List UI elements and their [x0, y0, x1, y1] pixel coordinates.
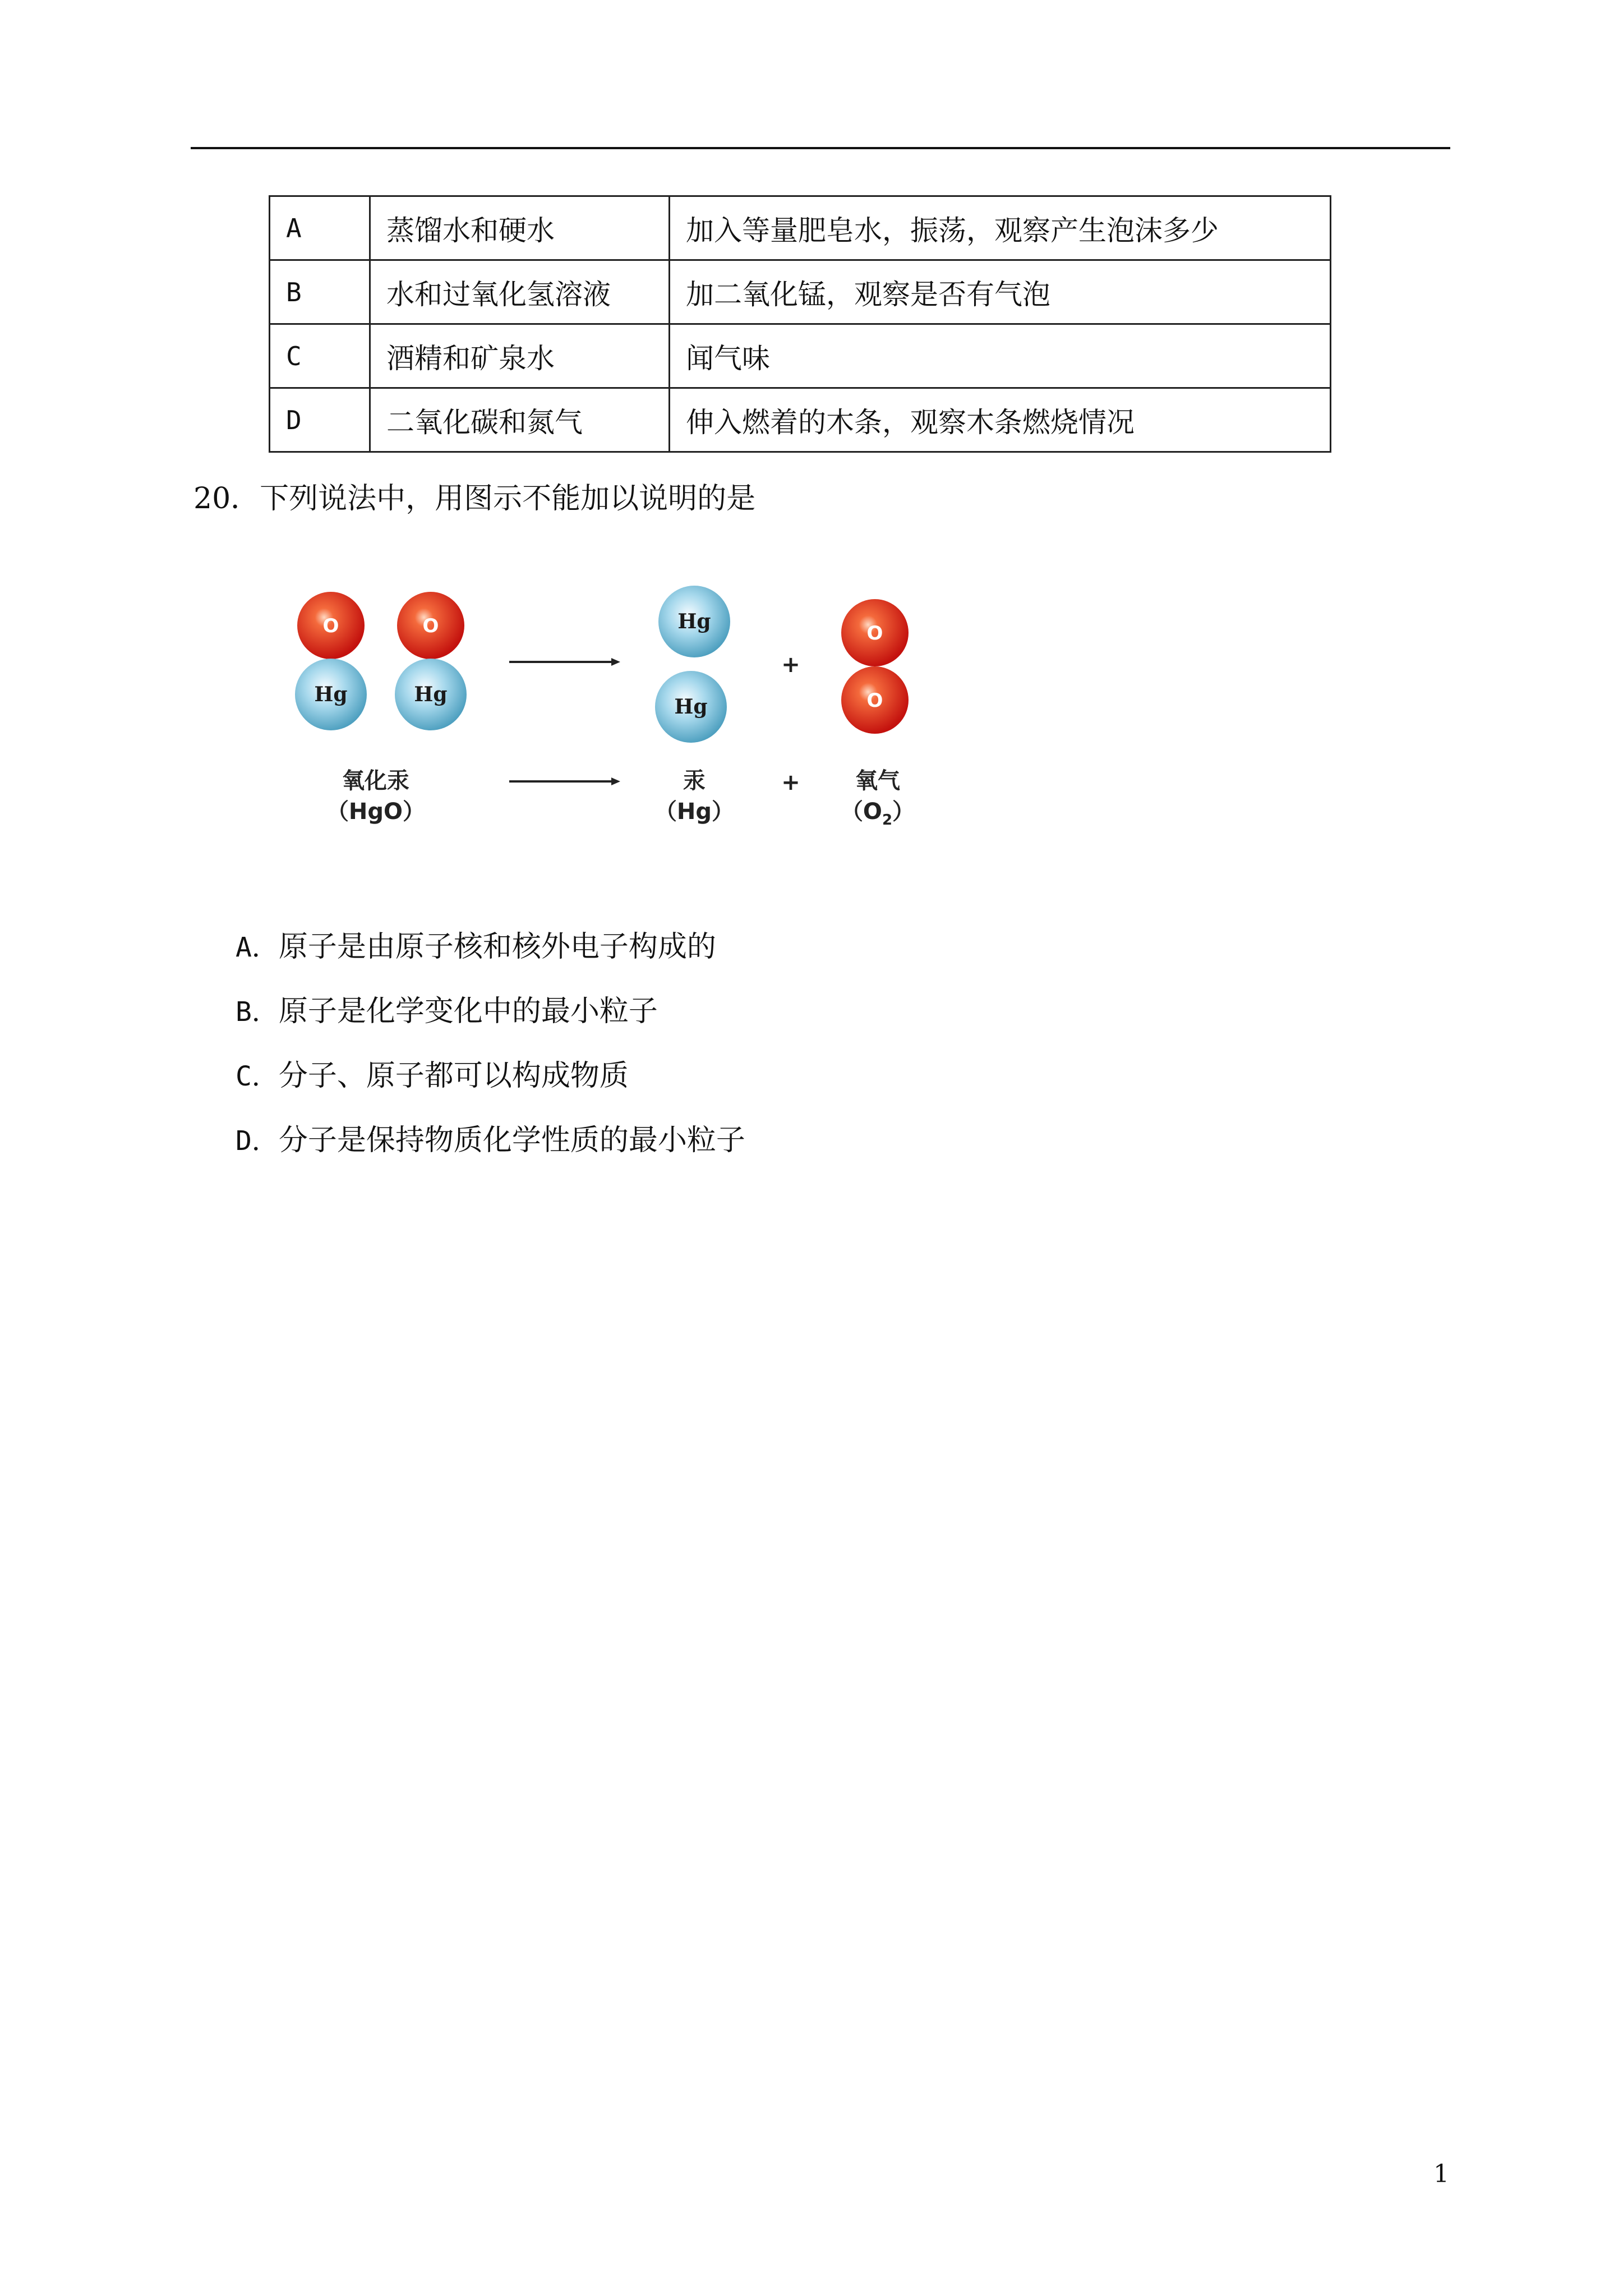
formula-close: ） [892, 799, 915, 825]
reactant-name: 氧化汞 [342, 768, 409, 794]
reaction-arrow [509, 777, 620, 785]
table-row [270, 260, 1331, 324]
plus-sign: + [781, 652, 800, 678]
product-mercury-name: 汞 [683, 768, 706, 794]
choice-text: 分子、原子都可以构成物质 [278, 1059, 629, 1093]
row-item: 水和过氧化氢溶液 [370, 260, 670, 324]
row-item: 酒精和矿泉水 [370, 324, 670, 388]
row-method: 加二氧化锰，观察是否有气泡 [670, 260, 1331, 324]
choice-key: D． [236, 1125, 279, 1157]
options-table [269, 195, 1331, 453]
choice-key: B． [236, 996, 279, 1028]
product-mercury-formula: （Hg） [654, 799, 735, 825]
choice-b [236, 987, 658, 1029]
oxygen-symbol: O [322, 615, 339, 637]
mercury-atoms [655, 586, 730, 743]
row-key: D [270, 388, 370, 452]
product-oxygen-name: 氧气 [855, 768, 900, 794]
plus-sign: + [781, 770, 800, 795]
row-method: 伸入燃着的木条，观察木条燃烧情况 [670, 388, 1331, 452]
oxygen-symbol: O [866, 622, 883, 645]
mercury-symbol: Hg [314, 683, 348, 706]
table-row [270, 388, 1331, 452]
choice-text: 原子是由原子核和核外电子构成的 [278, 930, 716, 964]
row-item: 二氧化碳和氮气 [370, 388, 670, 452]
product-oxygen-formula [841, 799, 915, 829]
reaction-diagram [286, 567, 931, 847]
reactant-formula: （HgO） [326, 799, 426, 825]
row-key: A [270, 196, 370, 260]
reaction-arrow [509, 658, 620, 666]
row-method: 加入等量肥皂水，振荡，观察产生泡沫多少 [670, 196, 1331, 260]
choice-text: 原子是化学变化中的最小粒子 [278, 995, 658, 1028]
choice-key: A． [236, 932, 279, 963]
hgo-molecule [395, 592, 467, 730]
oxygen-symbol: O [866, 689, 883, 712]
formula-subscript: 2 [882, 812, 893, 829]
table-row [270, 196, 1331, 260]
page-number: 1 [1433, 2160, 1449, 2188]
row-method: 闻气味 [670, 324, 1331, 388]
table-row [270, 324, 1331, 388]
header-rule [191, 147, 1450, 149]
choice-key: C． [236, 1061, 279, 1092]
question-text: 20．下列说法中，用图示不能加以说明的是 [193, 482, 756, 516]
row-key: B [270, 260, 370, 324]
choice-text: 分子是保持物质化学性质的最小粒子 [278, 1124, 745, 1157]
choice-c [236, 1052, 629, 1094]
mercury-symbol: Hg [677, 610, 711, 633]
row-key: C [270, 324, 370, 388]
mercury-symbol: Hg [674, 695, 708, 719]
row-item: 蒸馏水和硬水 [370, 196, 670, 260]
oxygen-symbol: O [422, 615, 439, 637]
choice-d [236, 1116, 745, 1158]
mercury-symbol: Hg [414, 683, 448, 706]
o2-molecule [841, 599, 909, 734]
formula-open: （O [840, 799, 882, 825]
choice-a [236, 923, 716, 965]
hgo-molecule [295, 592, 367, 730]
